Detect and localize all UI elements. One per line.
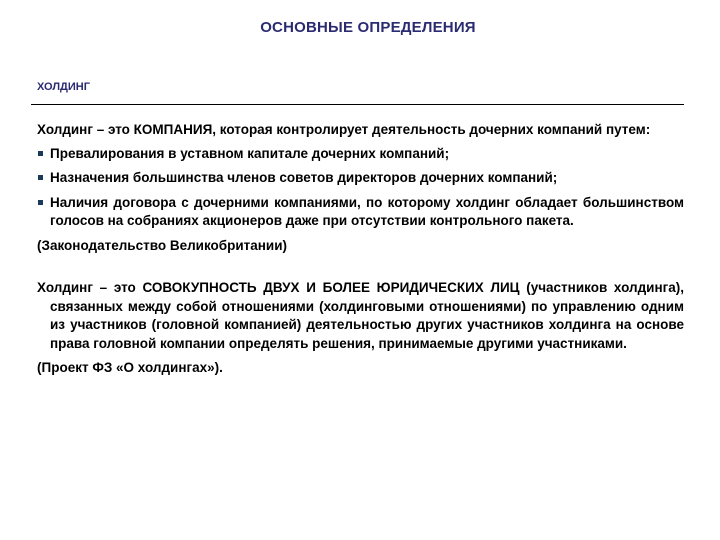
content-body — [37, 121, 684, 378]
definition-1-bullet-list — [37, 145, 684, 231]
divider-line — [31, 104, 684, 105]
definition-1-intro: Холдинг – это КОМПАНИЯ, которая контролирует деятельность дочерних компаний путем: — [37, 122, 651, 137]
definition-2-text: Холдинг – это СОВОКУПНОСТЬ ДВУХ И БОЛЕЕ ЮРИДИЧЕСКИХ ЛИЦ (участников холдинга), связанных между собой отношениями (холдинговыми отношениями) по управлению одним из участников (головной компанией) деятельностью других участников холдинга на основе права головной компании определять решения, принимаемые другими участниками. — [37, 280, 684, 351]
square-bullet-icon — [38, 151, 43, 156]
definition-1-source: (Законодательство Великобритании) — [37, 237, 288, 253]
page-title: ОСНОВНЫЕ ОПРЕДЕЛЕНИЯ — [260, 19, 476, 36]
bullet-item — [37, 194, 684, 231]
bullet-text: Назначения большинства членов советов директоров дочерних компаний; — [50, 170, 558, 185]
bullet-text: Превалирования в уставном капитале дочерних компаний; — [50, 145, 450, 161]
square-bullet-icon — [38, 175, 43, 180]
definition-2-source: (Проект ФЗ «О холдингах»). — [37, 360, 223, 375]
square-bullet-icon — [38, 200, 43, 205]
bullet-item — [37, 145, 684, 164]
bullet-item — [37, 169, 684, 188]
bullet-text: Наличия договора с дочерними компаниями, по которому холдинг обладает большинством голосов на собраниях акционеров даже при отсутствии контрольного пакета. — [50, 194, 684, 228]
section-heading: ХОЛДИНГ — [37, 81, 90, 93]
spacer — [37, 255, 684, 279]
